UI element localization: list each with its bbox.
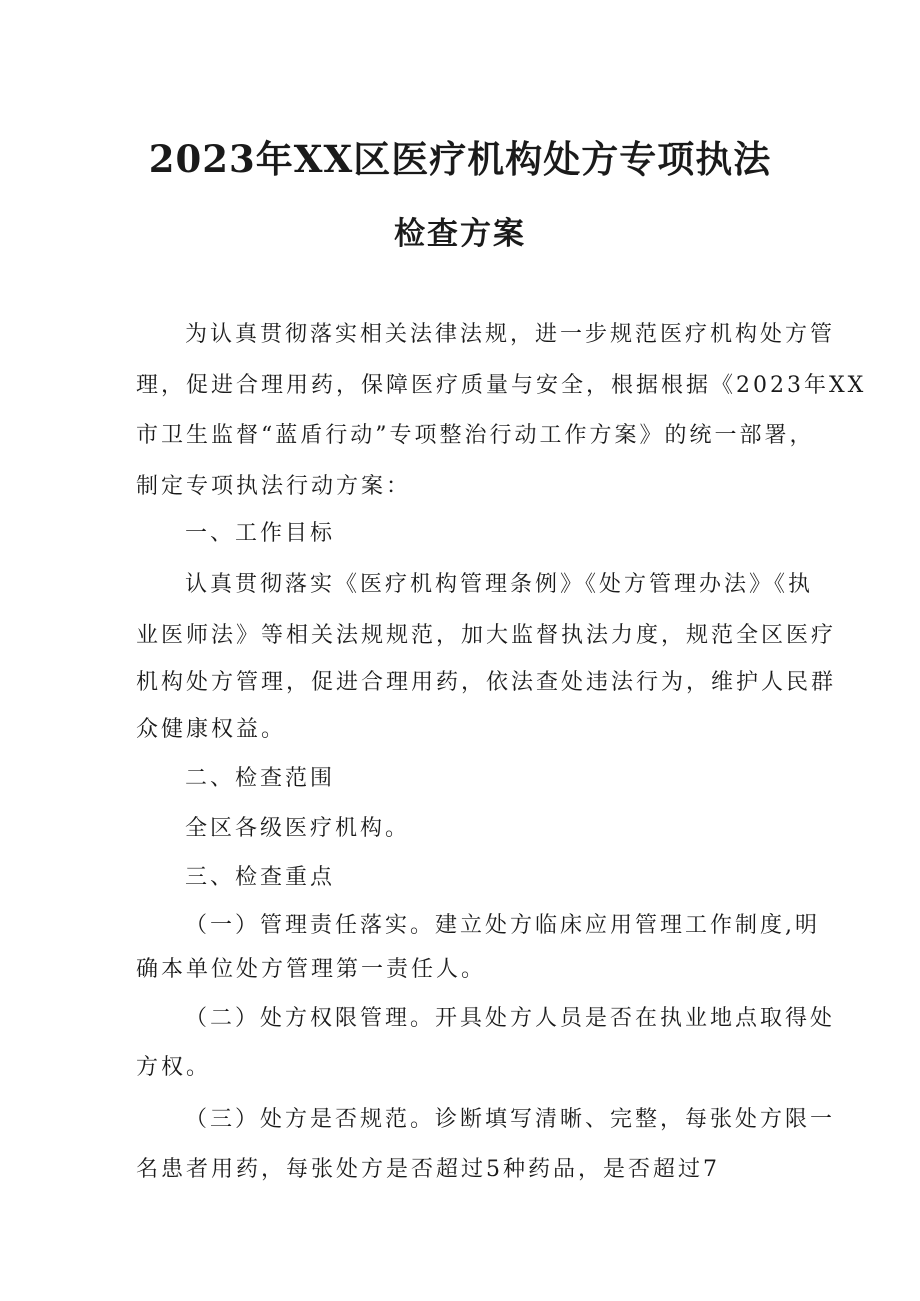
item-1-line-2: 确本单位处方管理第一责任人。 — [136, 957, 487, 982]
paragraph-intro-line-4: 制定专项执法行动方案： — [136, 474, 412, 499]
paragraph-scope: 全区各级医疗机构。 — [185, 816, 411, 841]
section-heading-2: 二、检查范围 — [185, 766, 336, 791]
paragraph-intro-line-1: 为认真贯彻落实相关法律法规，进一步规范医疗机构处方管 — [185, 322, 836, 347]
paragraph-goal-line-3: 机构处方管理，促进合理用药，依法查处违法行为，维护人民群 — [136, 670, 837, 695]
document-title-line-1: 2023年XX区医疗机构处方专项执法 — [148, 137, 772, 181]
paragraph-intro-line-2: 理，促进合理用药，保障医疗质量与安全，根据根据《2023年XX — [136, 373, 867, 398]
section-heading-3: 三、检查重点 — [185, 865, 336, 890]
item-3-line-1: （三）处方是否规范。诊断填写清晰、完整，每张处方限一 — [185, 1107, 836, 1132]
paragraph-goal-line-2: 业医师法》等相关法规规范，加大监督执法力度，规范全区医疗 — [136, 623, 837, 648]
document-title-line-2: 检查方案 — [394, 216, 526, 252]
item-3-line-2: 名患者用药，每张处方是否超过5种药品，是否超过7 — [136, 1157, 720, 1182]
item-2-line-2: 方权。 — [136, 1055, 212, 1080]
paragraph-intro-line-3: 市卫生监督“蓝盾行动”专项整治行动工作方案》的统一部署， — [136, 423, 815, 448]
item-1-line-1: （一）管理责任落实。建立处方临床应用管理工作制度,明 — [185, 913, 820, 938]
paragraph-goal-line-1: 认真贯彻落实《医疗机构管理条例》《处方管理办法》《执 — [185, 572, 814, 597]
item-2-line-1: （二）处方权限管理。开具处方人员是否在执业地点取得处 — [185, 1006, 836, 1031]
paragraph-goal-line-4: 众健康权益。 — [136, 717, 287, 742]
section-heading-1: 一、工作目标 — [185, 521, 336, 546]
